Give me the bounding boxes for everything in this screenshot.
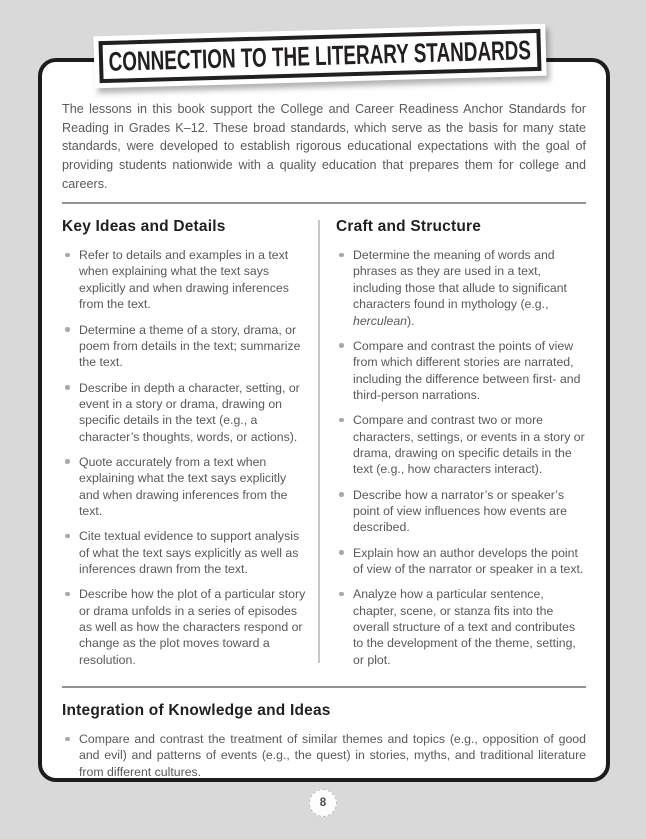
intro-paragraph: The lessons in this book support the College and Career Readiness Anchor Standards for Reading in Grades K–12. These broad standards, which serve as the basis for many state standards, were developed to establish rigorous educational expectations with the goal of providing students nationwide with a quality education that prepares them for college and careers. [62, 102, 586, 191]
page-title: CONNECTION TO THE LITERARY STANDARDS [108, 34, 532, 77]
section-heading: Integration of Knowledge and Ideas [62, 702, 331, 720]
bullet-item: Explain how an author develops the point of view of the narrator or speaker in a text. [336, 545, 586, 578]
bullet-item: Compare and contrast the points of view from which different stories are narrated, including the difference between first- and third-person narrations. [336, 338, 586, 403]
bullet-list [62, 731, 586, 780]
section-heading: Craft and Structure [336, 218, 482, 236]
horizontal-divider-top [62, 202, 586, 204]
bullet-item: Cite textual evidence to support analysis of what the text says explicitly as well as inferences drawn from the text. [62, 528, 306, 577]
section-heading: Key Ideas and Details [62, 218, 226, 236]
section-craft-and-structure [320, 218, 586, 677]
bullet-item: Describe how the plot of a particular story or drama unfolds in a series of episodes as well as how the characters respond or change as the plot moves toward a resolution. [62, 586, 306, 668]
bullet-item: Compare and contrast two or more characters, settings, or events in a story or drama, drawing on specific details in the text (e.g., how characters interact). [336, 412, 586, 477]
bullet-item: Determine the meaning of words and phrases as they are used in a text, including those that allude to significant characters found in mythology (e.g., herculean). [336, 247, 586, 329]
section-key-ideas-and-details [62, 218, 318, 677]
section-integration-of-knowledge [62, 702, 586, 780]
horizontal-divider-bottom [62, 686, 586, 688]
bullet-item: Describe how a narrator’s or speaker’s point of view influences how events are described. [336, 487, 586, 536]
title-banner-frame [98, 29, 541, 83]
bullet-item: Compare and contrast the treatment of similar themes and topics (e.g., opposition of good and evil) and patterns of events (e.g., the quest) in stories, myths, and traditional literature from different cultures. [62, 731, 586, 780]
bullet-item: Analyze how a particular sentence, chapter, scene, or stanza fits into the overall structure of a text and contributes to the development of the theme, setting, or plot. [336, 586, 586, 668]
page-number-badge [309, 789, 337, 817]
bullet-item: Determine a theme of a story, drama, or poem from details in the text; summarize the text. [62, 322, 306, 371]
page-number: 8 [319, 797, 327, 809]
two-column-area [62, 218, 586, 677]
bullet-list [336, 247, 586, 668]
bullet-item: Quote accurately from a text when explaining what the text says explicitly and when drawing inferences from the text. [62, 454, 306, 519]
bullet-list [62, 247, 306, 668]
bullet-item: Refer to details and examples in a text when explaining what the text says explicitly and when drawing inferences from the text. [62, 247, 306, 312]
content-card [38, 58, 610, 782]
bullet-item: Describe in depth a character, setting, or event in a story or drama, drawing on specific details in the text (e.g., a character’s thoughts, words, or actions). [62, 380, 306, 445]
